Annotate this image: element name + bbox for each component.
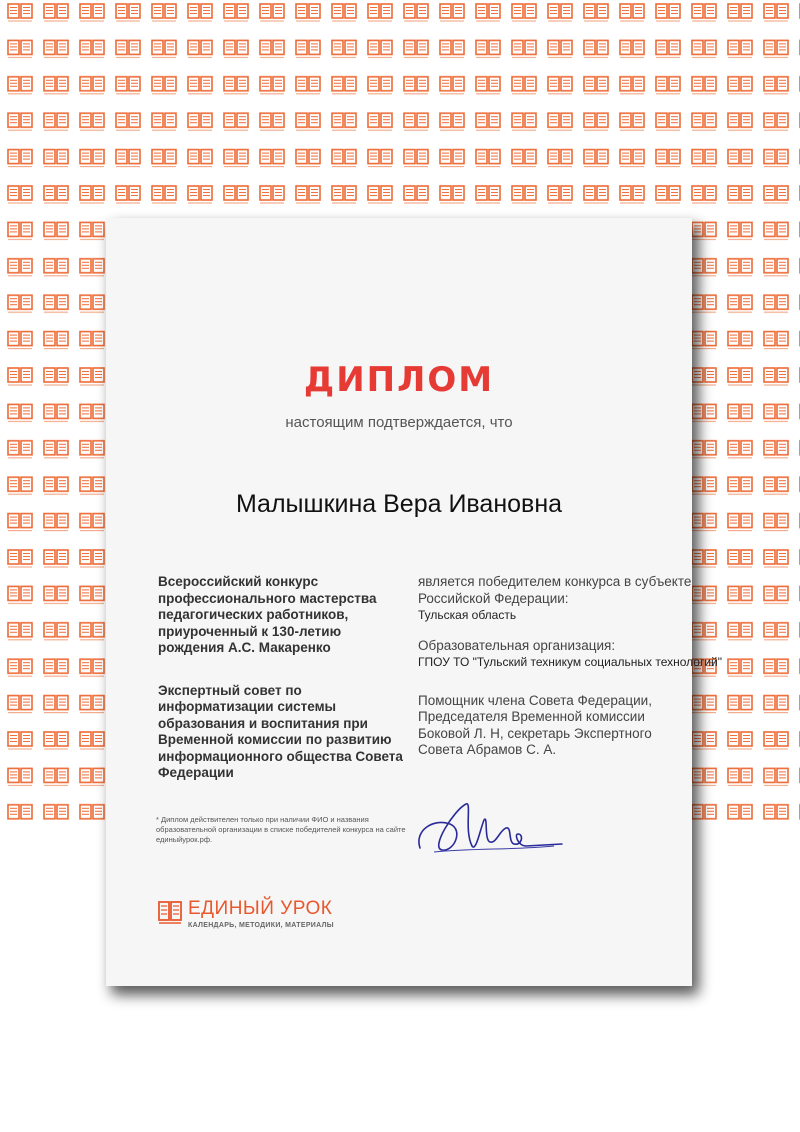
right-column bbox=[418, 574, 723, 773]
winner-block bbox=[418, 574, 694, 624]
diploma-title: ДИПЛОМ bbox=[303, 360, 495, 400]
organization-value: ГПОУ ТО "Тульский техникум социальных технологий" bbox=[418, 655, 723, 669]
book-icon bbox=[158, 900, 182, 926]
signatories: Помощник члена Совета Федерации, Председателя Временной комиссии Боковой Л. Н, секретарь Экспертного Совета Абрамов С. А. bbox=[418, 692, 652, 757]
organization-label: Образовательная организация: bbox=[418, 637, 616, 653]
recipient-name: Малышкина Вера Ивановна bbox=[235, 490, 563, 518]
organization-block bbox=[418, 637, 723, 671]
contest-name: Всероссийский конкурс профессионального мастерства педагогических работников, приуроченный к 130-летию рождения А.С. Макаренко bbox=[158, 574, 377, 655]
winner-statement: является победителем конкурса в субъекте Российской Федерации: bbox=[418, 574, 692, 606]
organizer-name: Экспертный совет по информатизации системы образования и воспитания при Временной комиссии по развитию информационного общества Совета Федерации bbox=[158, 682, 403, 780]
logo-tagline: КАЛЕНДАРЬ, МЕТОДИКИ, МАТЕРИАЛЫ bbox=[188, 922, 334, 929]
left-column bbox=[158, 574, 408, 808]
edinyi-urok-logo bbox=[158, 898, 378, 938]
diploma-subtitle: настоящим подтверждается, что bbox=[285, 414, 513, 431]
footnote: * Диплом действителен только при наличии ФИО и названия образовательной организации в списке победителей конкурса на сайте единыйурок.рф. bbox=[156, 815, 406, 844]
region-value: Тульская область bbox=[418, 608, 517, 622]
diploma-sheet bbox=[106, 218, 723, 986]
signature-image bbox=[414, 790, 564, 860]
logo-title: ЕДИНЫЙ УРОК bbox=[188, 898, 333, 919]
